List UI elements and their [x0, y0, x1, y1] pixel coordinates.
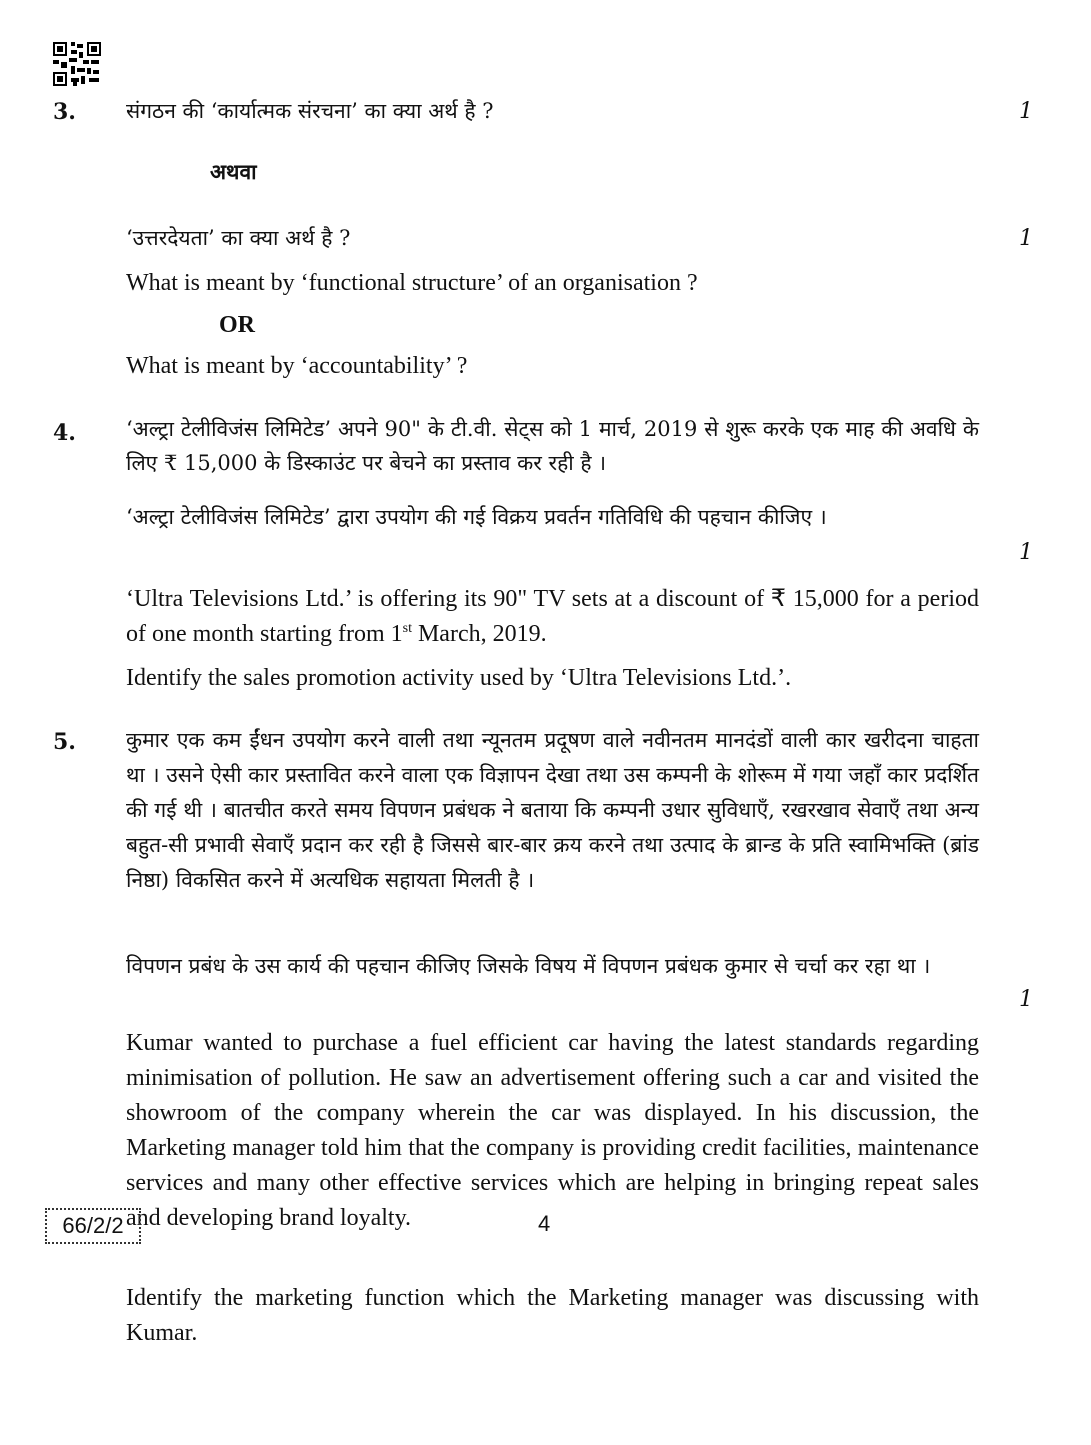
question-text-part: March, 2019. — [411, 621, 547, 647]
or-label-hindi: अथवा — [210, 159, 257, 184]
superscript: st — [402, 621, 412, 636]
qr-code-icon — [53, 42, 101, 86]
question-text-hindi: ‘अल्ट्रा टेलीविजंस लिमिटेड’ अपने 90" के टी.वी. सेट्स को 1 मार्च, 2019 से शुरू करके एक माह की अवधि के लिए ₹ 15,000 के डिस्काउंट पर बेचने का प्रस्ताव कर रही है । — [126, 417, 979, 475]
question-text-english: What is meant by ‘accountability’ ? — [126, 353, 468, 379]
question-number: 3. — [53, 99, 76, 125]
marks: 1 — [1019, 226, 1033, 251]
marks: 1 — [1019, 540, 1033, 565]
question-text-english: Identify the sales promotion activity used by ‘Ultra Televisions Ltd.’. — [126, 665, 792, 691]
question-text-hindi: कुमार एक कम ईंधन उपयोग करने वाली तथा न्यूनतम प्रदूषण वाले नवीनतम मानदंडों वाली कार खरीदना चाहता था । उसने ऐसी कार प्रस्तावित करने वाला एक विज्ञापन देखा तथा उस कम्पनी के शोरूम में गया जहाँ कार प्रदर्शित की गई थी । बातचीत करते समय विपणन प्रबंधक ने बताया कि कम्पनी उधार सुविधाएँ, रखरखाव सेवाएँ तथा अन्य बहुत-सी प्रभावी सेवाएँ प्रदान कर रही है जिससे बार-बार क्रय करने तथा उत्पाद के ब्रान्ड के प्रति स्वामिभक्ति (ब्रांड निष्ठा) विकसित करने में अत्यधिक सहायता मिलती है । — [126, 728, 979, 892]
question-text-english: Identify the marketing function which the Marketing manager was discussing with Kumar. — [126, 1285, 979, 1346]
question-text-part: ‘Ultra Televisions Ltd.’ is offering its 90" TV sets at a discount of ₹ 15,000 for a period of one month starting from 1 — [126, 586, 979, 647]
marks: 1 — [1019, 987, 1033, 1012]
question-text-english: What is meant by ‘functional structure’ of an organisation ? — [126, 270, 698, 296]
question-text-hindi: ‘अल्ट्रा टेलीविजंस लिमिटेड’ द्वारा उपयोग की गई विक्रय प्रवर्तन गतिविधि की पहचान कीजिए । — [126, 505, 827, 529]
marks: 1 — [1019, 99, 1033, 124]
question-number: 4. — [53, 420, 76, 446]
question-text-hindi: संगठन की ‘कार्यात्मक संरचना’ का क्या अर्थ है ? — [126, 99, 494, 123]
paper-code: 66/2/2 — [45, 1208, 141, 1244]
question-text-english — [126, 582, 979, 652]
question-text-hindi: ‘उत्तरदेयता’ का क्या अर्थ है ? — [126, 226, 351, 250]
or-label-english: OR — [219, 312, 255, 338]
question-text-hindi: विपणन प्रबंध के उस कार्य की पहचान कीजिए जिसके विषय में विपणन प्रबंधक कुमार से चर्चा कर रहा था । — [126, 954, 931, 978]
question-number: 5. — [53, 729, 76, 755]
question-text-english: Kumar wanted to purchase a fuel efficient car having the latest standards regarding minimisation of pollution. He saw an advertisement offering such a car and visited the showroom of the company wherein the car was displayed. In his discussion, the Marketing manager told him that the company is providing credit facilities, maintenance services and many other effective services which are helping in bringing repeat sales and developing brand loyalty. — [126, 1030, 979, 1231]
page-number: 4 — [538, 1211, 551, 1236]
